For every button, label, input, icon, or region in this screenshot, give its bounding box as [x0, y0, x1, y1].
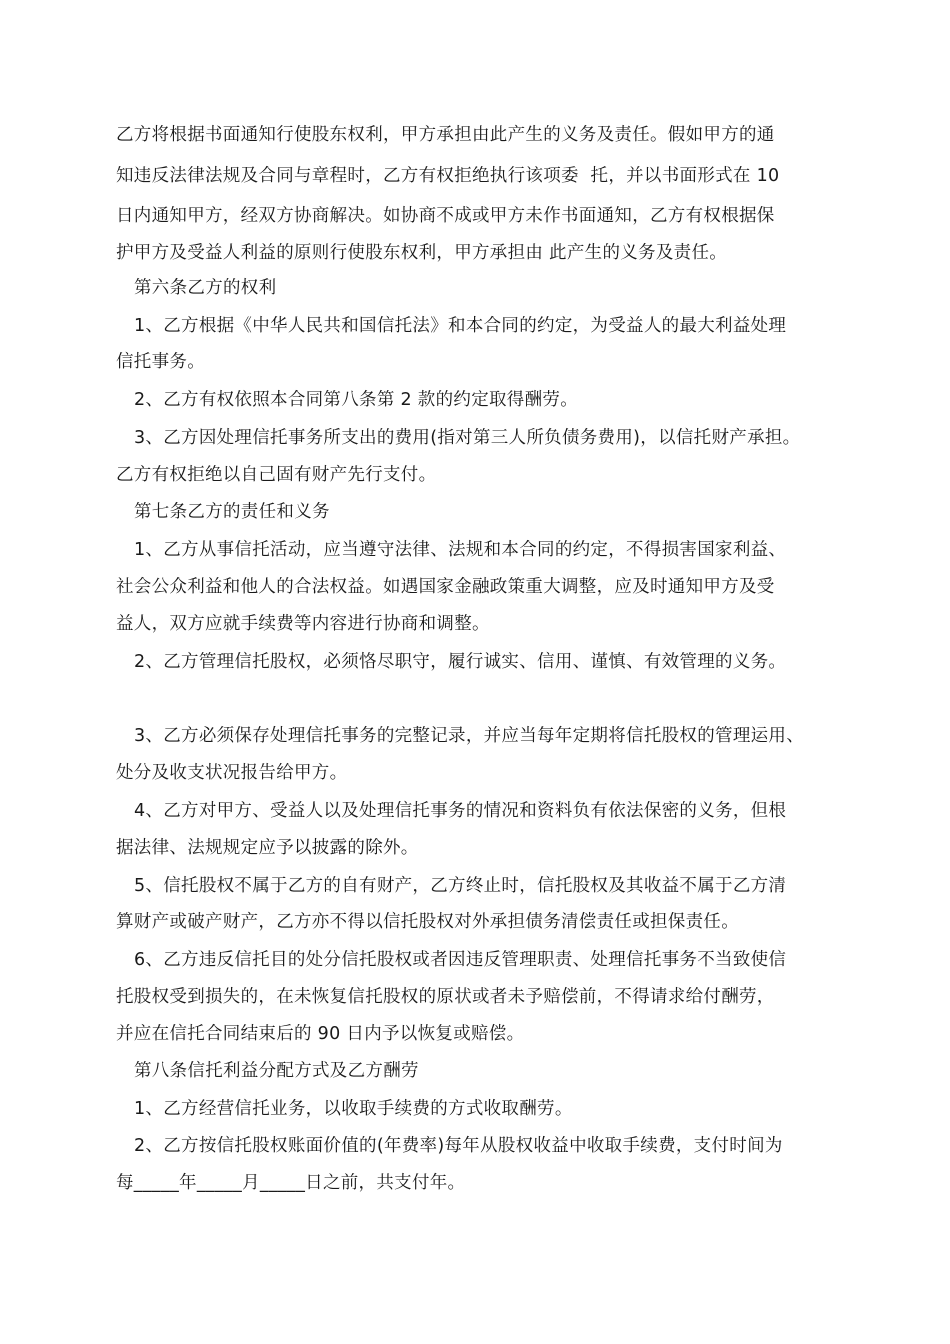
- paragraph-line: 3、乙方因处理信托事务所支出的费用(指对第三人所负债务费用)，以信托财产承担。: [134, 428, 801, 448]
- paragraph-line: 社会公众利益和他人的合法权益。如遇国家金融政策重大调整，应及时通知甲方及受: [116, 577, 775, 597]
- paragraph-line: 2、乙方有权依照本合同第八条第 2 款的约定取得酬劳。: [134, 390, 578, 410]
- paragraph-line: 每_____年_____月_____日之前，共支付年。: [116, 1173, 466, 1193]
- paragraph-line: 信托事务。: [116, 352, 205, 372]
- paragraph-line: 并应在信托合同结束后的 90 日内予以恢复或赔偿。: [116, 1024, 525, 1044]
- paragraph-line: 托股权受到损失的，在未恢复信托股权的原状或者未予赔偿前，不得请求给付酬劳，: [116, 987, 775, 1007]
- paragraph-line: 1、乙方根据《中华人民共和国信托法》和本合同的约定，为受益人的最大利益处理: [134, 316, 787, 336]
- paragraph-line: 益人，双方应就手续费等内容进行协商和调整。: [116, 614, 490, 634]
- paragraph-line: 算财产或破产财产，乙方亦不得以信托股权对外承担债务清偿责任或担保责任。: [116, 912, 739, 932]
- paragraph-line: 护甲方及受益人利益的原则行使股东权利，甲方承担由 此产生的义务及责任。: [116, 243, 728, 263]
- paragraph-line: 3、乙方必须保存处理信托事务的完整记录，并应当每年定期将信托股权的管理运用、: [134, 726, 805, 746]
- paragraph-line: 处分及收支状况报告给甲方。: [116, 763, 348, 783]
- paragraph-line: 4、乙方对甲方、受益人以及处理信托事务的情况和资料负有依法保密的义务，但根: [134, 801, 787, 821]
- paragraph-line: 6、乙方违反信托目的处分信托股权或者因违反管理职责、处理信托事务不当致使信: [134, 950, 787, 970]
- section-heading: 第六条乙方的权利: [134, 278, 277, 298]
- paragraph-line: 1、乙方从事信托活动，应当遵守法律、法规和本合同的约定，不得损害国家利益、: [134, 540, 787, 560]
- paragraph-line: 乙方将根据书面通知行使股东权利，甲方承担由此产生的义务及责任。假如甲方的通: [116, 125, 775, 145]
- section-heading: 第七条乙方的责任和义务: [134, 502, 330, 522]
- paragraph-line: 据法律、法规规定应予以披露的除外。: [116, 838, 419, 858]
- paragraph-line: 日内通知甲方，经双方协商解决。如协商不成或甲方未作书面通知，乙方有权根据保: [116, 206, 775, 226]
- paragraph-line: 知违反法律法规及合同与章程时，乙方有权拒绝执行该项委 托，并以书面形式在 10: [116, 166, 780, 186]
- paragraph-line: 2、乙方按信托股权账面价值的(年费率)每年从股权收益中收取手续费，支付时间为: [134, 1136, 783, 1156]
- paragraph-line: 乙方有权拒绝以自己固有财产先行支付。: [116, 465, 437, 485]
- section-heading: 第八条信托利益分配方式及乙方酬劳: [134, 1061, 419, 1081]
- paragraph-line: 2、乙方管理信托股权，必须恪尽职守，履行诚实、信用、谨慎、有效管理的义务。: [134, 652, 787, 672]
- paragraph-line: 5、信托股权不属于乙方的自有财产，乙方终止时，信托股权及其收益不属于乙方清: [134, 876, 787, 896]
- paragraph-line: 1、乙方经营信托业务，以收取手续费的方式收取酬劳。: [134, 1099, 573, 1119]
